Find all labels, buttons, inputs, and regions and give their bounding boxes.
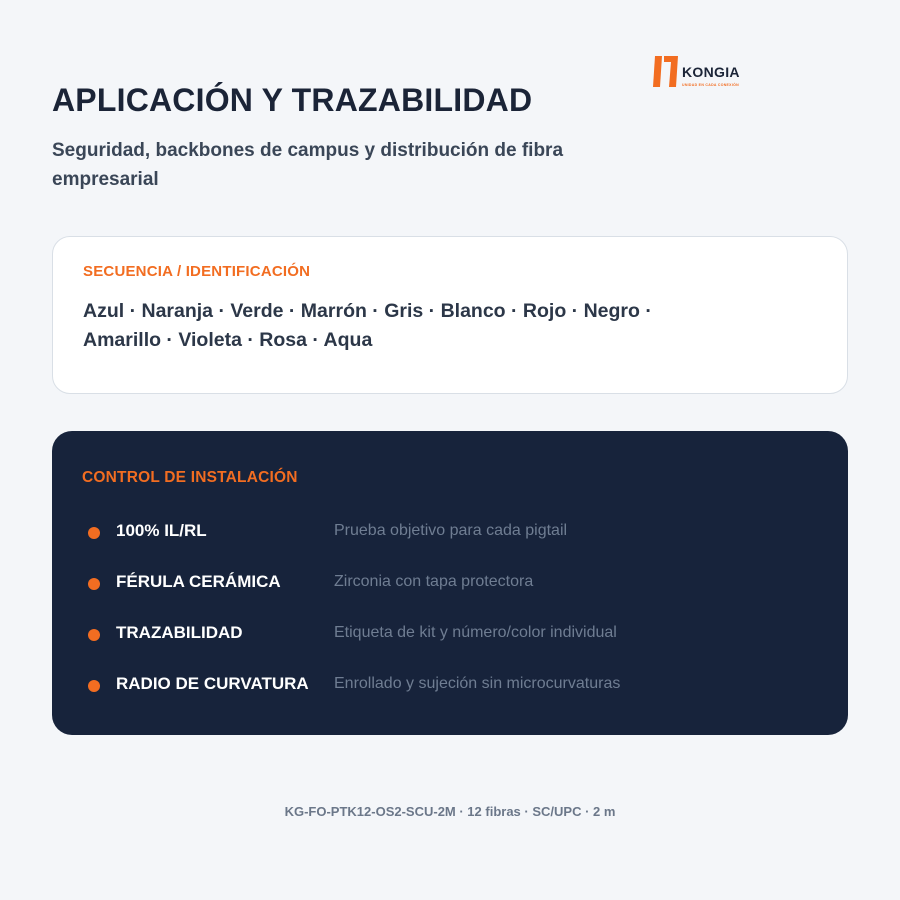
control-item	[52, 571, 848, 595]
control-item	[52, 622, 848, 646]
control-item-description: Etiqueta de kit y número/color individual	[334, 624, 617, 641]
bullet-dot-icon	[88, 680, 100, 692]
kongia-logo-icon	[653, 56, 678, 87]
bullet-dot-icon	[88, 629, 100, 641]
brand-tagline: UNIDAD EN CADA CONEXIÓN	[682, 83, 739, 87]
control-item-description: Enrollado y sujeción sin microcurvaturas	[334, 675, 621, 692]
control-item	[52, 673, 848, 697]
product-code-footer: KG-FO-PTK12-OS2-SCU-2M · 12 fibras · SC/UPC · 2 m	[284, 804, 616, 819]
brand-logo	[653, 56, 740, 87]
control-item-description: Prueba objetivo para cada pigtail	[334, 522, 568, 539]
sequence-heading: SECUENCIA / IDENTIFICACIÓN	[83, 263, 311, 280]
control-item-label: 100% IL/RL	[116, 521, 207, 540]
sequence-card	[52, 236, 848, 394]
control-item-label: RADIO DE CURVATURA	[116, 674, 309, 693]
page-subtitle: Seguridad, backbones de campus y distribución de fibra empresarial	[52, 140, 564, 190]
control-item	[52, 520, 848, 544]
color-sequence-text: Azul · Naranja · Verde · Marrón · Gris · Blanco · Rojo · Negro · Amarillo · Violeta · Rosa · Aqua	[83, 300, 652, 351]
bullet-dot-icon	[88, 578, 100, 590]
installation-control-card	[52, 431, 848, 735]
brand-name: KONGIA	[682, 64, 740, 80]
bullet-dot-icon	[88, 527, 100, 539]
control-heading: CONTROL DE INSTALACIÓN	[82, 469, 298, 486]
control-item-description: Zirconia con tapa protectora	[334, 573, 534, 590]
page-title: APLICACIÓN Y TRAZABILIDAD	[52, 82, 533, 118]
brand-text	[682, 64, 740, 87]
control-item-label: TRAZABILIDAD	[116, 623, 243, 642]
control-item-label: FÉRULA CERÁMICA	[116, 572, 281, 591]
